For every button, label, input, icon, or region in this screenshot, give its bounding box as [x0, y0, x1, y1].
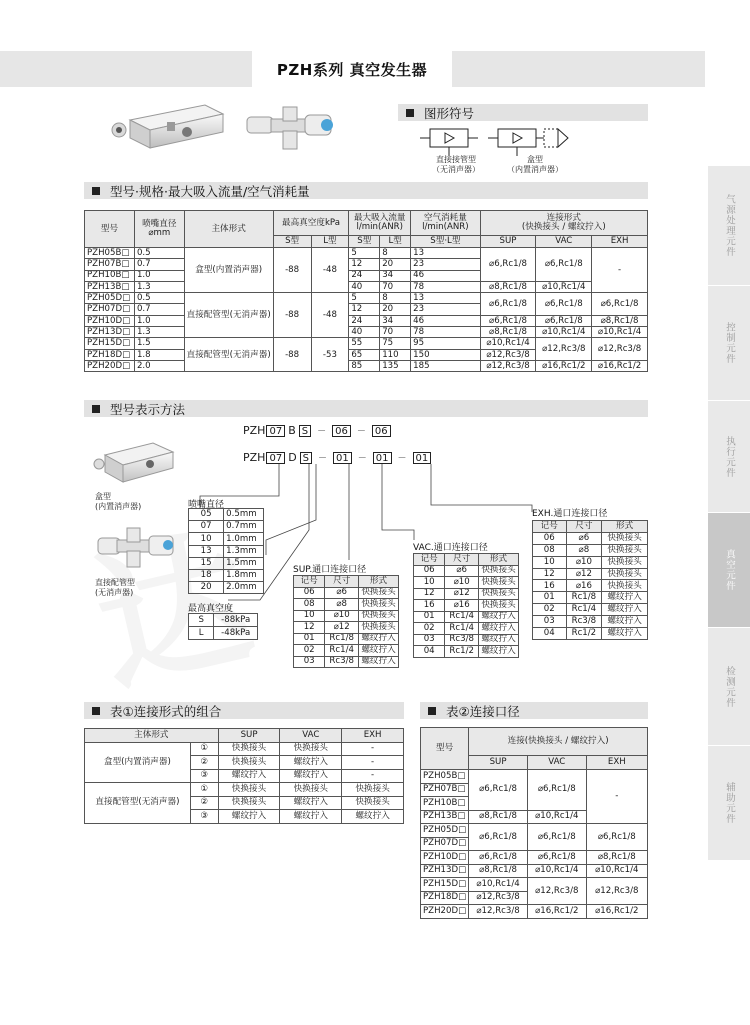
- table-row: PZH15D□ ⌀10,Rc1/4 ⌀12,Rc3/8 ⌀12,Rc3/8: [421, 878, 648, 892]
- table-row: PZH10B□ 1.0 24 34 46: [85, 270, 648, 281]
- sidebar-item-air-treatment[interactable]: 气源处理元件: [708, 165, 750, 285]
- model-code-line-1: PZH 07 B S － 06 － 06: [243, 424, 392, 437]
- table-row: 04 Rc1/2 螺纹拧入: [533, 628, 648, 640]
- table1-heading: 表①连接形式的组合: [84, 702, 404, 719]
- vacuum-label: 最高真空度: [188, 604, 234, 614]
- table-row: 16 ⌀16 快换接头: [533, 580, 648, 592]
- table-row: L -48kPa: [189, 627, 258, 640]
- table-row: PZH05D□ 0.5 直接配管型(无消声器) -88 -48 5 8 13 ⌀6,Rc1/8 ⌀6,Rc1/8 ⌀6,Rc1/8: [85, 293, 648, 304]
- table-row: 10 ⌀10 快换接头: [533, 556, 648, 568]
- table-row: PZH13B□ ⌀8,Rc1/8 ⌀10,Rc1/4: [421, 810, 648, 824]
- nozzle-label: 喷嘴直径: [188, 500, 225, 510]
- vac-port-table: 记号 尺寸 形式 06 ⌀6 快换接头 10 ⌀10 快换接头 12 ⌀12 快换接头 16 ⌀16 快换接头 01 Rc1/4 螺纹拧入 02 Rc1/4 螺纹拧入 03 Rc3/8 螺纹拧入 04 Rc1/2 螺纹拧入: [413, 553, 519, 658]
- box-type-caption: 盒型 (内置消声器): [95, 492, 142, 511]
- table-row: PZH07B□: [421, 783, 648, 797]
- sidebar-item-control[interactable]: 控制元件: [708, 285, 750, 400]
- table-row: 03 Rc3/8 螺纹拧入: [533, 616, 648, 628]
- table-row: 13 1.3mm: [189, 545, 264, 557]
- table-row: 01 Rc1/8 螺纹拧入: [294, 633, 399, 645]
- table-row: S -88kPa: [189, 614, 258, 627]
- sidebar-item-auxiliary[interactable]: 辅助元件: [708, 745, 750, 860]
- sidebar-item-actuator[interactable]: 执行元件: [708, 400, 750, 512]
- table-row: 06 ⌀6 快换接头: [533, 532, 648, 544]
- table-row: 06 ⌀6 快换接头: [294, 587, 399, 599]
- model-code-heading: 型号表示方法: [84, 400, 648, 417]
- bullet-square-icon: [92, 707, 100, 715]
- table-row: PZH07D□: [421, 837, 648, 851]
- model-code-line-2: PZH 07 D S － 01 － 01 － 01: [243, 451, 432, 464]
- pipe-type-caption: 直接配管型 (无消声器): [95, 578, 135, 597]
- table-row: 12 ⌀12 快换接头: [533, 568, 648, 580]
- sidebar-item-vacuum[interactable]: 真空元件: [708, 512, 750, 627]
- table-row: 03 Rc3/8 螺纹拧入: [294, 656, 399, 668]
- table-row: 04 Rc1/2 螺纹拧入: [414, 646, 519, 658]
- table-row: 02 Rc1/4 螺纹拧入: [294, 645, 399, 657]
- table-row: 01 Rc1/8 螺纹拧入: [533, 592, 648, 604]
- exh-port-label: EXH.通口连接口径: [532, 509, 608, 519]
- table-row: PZH10B□: [421, 797, 648, 811]
- table-row: PZH13D□ ⌀8,Rc1/8 ⌀10,Rc1/4 ⌀10,Rc1/4: [421, 864, 648, 878]
- table-row: PZH05D□ ⌀6,Rc1/8 ⌀6,Rc1/8 ⌀6,Rc1/8: [421, 824, 648, 838]
- symbol-caption-box: 盒型 （内置消声器）: [507, 155, 563, 174]
- table-row: PZH20D□ 2.0 85 135 185 ⌀12,Rc3/8 ⌀16,Rc1/2 ⌀16,Rc1/2: [85, 360, 648, 371]
- sup-port-label: SUP.通口连接口径: [293, 565, 367, 575]
- symbols-heading: 图形符号: [398, 104, 648, 121]
- table-row: PZH10D□ ⌀6,Rc1/8 ⌀6,Rc1/8 ⌀8,Rc1/8: [421, 851, 648, 865]
- table-row: 15 1.5mm: [189, 557, 264, 569]
- bullet-square-icon: [92, 405, 100, 413]
- table-row: 01 Rc1/4 螺纹拧入: [414, 611, 519, 623]
- spec-table: 型号 喷嘴直径 ⌀mm 主体形式 最高真空度kPa 最大吸入流量 l/min(ANR) 空气消耗量 l/min(ANR) 连接形式 (快换接头 / 螺纹拧入) S型 L型 S型 L型 S型·L型 SUP VAC EXH PZH05B□ 0.5 盒型(内置消声器) -88 -48 5 8 13 ⌀6,Rc1/8 ⌀6,Rc1/8 - PZH07B□ 0.7 12 20 23 PZH10B□ 1.0 24 34 46 PZH13B□ 1.3 40 70 78 ⌀8,Rc1/8 ⌀10,Rc1/4 PZH05D□ 0.5 直接配管型(无消声器) -88 -48 5 8 13 ⌀6,Rc1/8 ⌀6,Rc1/8 ⌀6,Rc1/8 PZH07D□ 0.7 12 20 23 PZH10D□ 1.0 24 34 46 ⌀6,Rc1/8 ⌀6,Rc1/8 ⌀8,Rc1/8 PZH13D□ 1.3 40 70 78 ⌀8,Rc1/8 ⌀10,Rc1/4 ⌀10,Rc1/4 PZH15D□ 1.5 直接配管型(无消声器) -88 -53 55 75 95 ⌀10,Rc1/4 ⌀12,Rc3/8 ⌀12,Rc3/8 PZH18D□ 1.8 65 110 150 ⌀12,Rc3/8 PZH20D□ 2.0 85 135 185 ⌀12,Rc3/8 ⌀16,Rc1/2 ⌀16,Rc1/2: [84, 210, 648, 372]
- sup-port-table: 记号 尺寸 形式 06 ⌀6 快换接头 08 ⌀8 快换接头 10 ⌀10 快换接头 12 ⌀12 快换接头 01 Rc1/8 螺纹拧入 02 Rc1/4 螺纹拧入 03 Rc3/8 螺纹拧入: [293, 575, 399, 668]
- table-row: 12 ⌀12 快换接头: [414, 588, 519, 600]
- graphic-symbols: [420, 123, 580, 158]
- sidebar-item-detection[interactable]: 检测元件: [708, 627, 750, 745]
- table-row: ③ 螺纹拧入 螺纹拧入 螺纹拧入: [85, 810, 404, 824]
- table-row: 10 ⌀10 快换接头: [414, 577, 519, 589]
- table-row: PZH13B□ 1.3 40 70 78 ⌀8,Rc1/8 ⌀10,Rc1/4: [85, 281, 648, 292]
- bullet-square-icon: [428, 707, 436, 715]
- table-row: 18 1.8mm: [189, 569, 264, 581]
- table-row: PZH18D□ ⌀12,Rc3/8: [421, 891, 648, 905]
- spec-heading: 型号·规格·最大吸入流量/空气消耗量: [84, 182, 648, 199]
- nozzle-table: [188, 508, 264, 594]
- table-row: 10 ⌀10 快换接头: [294, 610, 399, 622]
- box-type-product-image: [105, 100, 225, 152]
- table-row: 02 Rc1/4 螺纹拧入: [533, 604, 648, 616]
- connection-combination-table: 主体形式 SUP VAC EXH 盒型(内置消声器) ① 快换接头 快换接头 - ② 快换接头 螺纹拧入 - ③ 螺纹拧入 螺纹拧入 - 直接配管型(无消声器) ① 快换接头 快换接头 快换接头 ② 快换接头 螺纹拧入 快换接头 ③ 螺纹拧入 螺纹拧入 螺纹拧入: [84, 728, 404, 824]
- table-row: PZH15D□ 1.5 直接配管型(无消声器) -88 -53 55 75 95 ⌀10,Rc1/4 ⌀12,Rc3/8 ⌀12,Rc3/8: [85, 338, 648, 349]
- page-title: PZH系列 真空发生器: [252, 51, 452, 87]
- pipe-type-image: [95, 526, 180, 571]
- table-row: 08 ⌀8 快换接头: [294, 599, 399, 611]
- symbol-caption-direct: 直接接管型 （无消声器）: [432, 155, 480, 174]
- vac-port-label: VAC.通口连接口径: [413, 543, 488, 553]
- table-row: PZH05B□ ⌀6,Rc1/8 ⌀6,Rc1/8 -: [421, 770, 648, 784]
- table-row: 03 Rc3/8 螺纹拧入: [414, 634, 519, 646]
- table-row: ② 快换接头 螺纹拧入 快换接头: [85, 796, 404, 810]
- table2-heading: 表②连接口径: [420, 702, 648, 719]
- bullet-square-icon: [406, 109, 414, 117]
- connection-size-table: 型号 连接(快换接头 / 螺纹拧入) SUP VAC EXH PZH05B□ ⌀6,Rc1/8 ⌀6,Rc1/8 - PZH07B□ PZH10B□ PZH13B□ ⌀8,Rc1/8 ⌀10,Rc1/4 PZH05D□ ⌀6,Rc1/8 ⌀6,Rc1/8 ⌀6,Rc1/8 PZH07D□ PZH10D□ ⌀6,Rc1/8 ⌀6,Rc1/8 ⌀8,Rc1/8 PZH13D□ ⌀8,Rc1/8 ⌀10,Rc1/4 ⌀10,Rc1/4 PZH15D□ ⌀10,Rc1/4 ⌀12,Rc3/8 ⌀12,Rc3/8 PZH18D□ ⌀12,Rc3/8 PZH20D□ ⌀12,Rc3/8 ⌀16,Rc1/2 ⌀16,Rc1/2: [420, 727, 648, 919]
- table-row: 直接配管型(无消声器) ① 快换接头 快换接头 快换接头: [85, 783, 404, 797]
- exh-port-table: 记号 尺寸 形式 06 ⌀6 快换接头 08 ⌀8 快换接头 10 ⌀10 快换接头 12 ⌀12 快换接头 16 ⌀16 快换接头 01 Rc1/8 螺纹拧入 02 Rc1/4 螺纹拧入 03 Rc3/8 螺纹拧入 04 Rc1/2 螺纹拧入: [532, 520, 648, 640]
- table-row: PZH05B□ 0.5 盒型(内置消声器) -88 -48 5 8 13 ⌀6,Rc1/8 ⌀6,Rc1/8 -: [85, 248, 648, 259]
- box-type-image: [93, 440, 178, 485]
- table-row: 07 0.7mm: [189, 521, 264, 533]
- table-row: 20 2.0mm: [189, 582, 264, 594]
- table-row: ③ 螺纹拧入 螺纹拧入 -: [85, 769, 404, 783]
- table-row: 08 ⌀8 快换接头: [533, 544, 648, 556]
- bullet-square-icon: [92, 187, 100, 195]
- table-row: 盒型(内置消声器) ① 快换接头 快换接头 -: [85, 742, 404, 756]
- table-row: PZH18D□ 1.8 65 110 150 ⌀12,Rc3/8: [85, 349, 648, 360]
- pipe-type-product-image: [243, 103, 338, 153]
- table-row: 05 0.5mm: [189, 509, 264, 521]
- table-row: PZH20D□ ⌀12,Rc3/8 ⌀16,Rc1/2 ⌀16,Rc1/2: [421, 905, 648, 919]
- table-row: PZH07B□ 0.7 12 20 23: [85, 259, 648, 270]
- table-row: 10 1.0mm: [189, 533, 264, 545]
- table-row: 12 ⌀12 快换接头: [294, 622, 399, 634]
- table-row: 16 ⌀16 快换接头: [414, 600, 519, 612]
- table-row: PZH13D□ 1.3 40 70 78 ⌀8,Rc1/8 ⌀10,Rc1/4 ⌀10,Rc1/4: [85, 327, 648, 338]
- vacuum-table: [188, 613, 258, 640]
- table-row: PZH10D□ 1.0 24 34 46 ⌀6,Rc1/8 ⌀6,Rc1/8 ⌀8,Rc1/8: [85, 315, 648, 326]
- table-row: ② 快换接头 螺纹拧入 -: [85, 756, 404, 770]
- table-row: PZH07D□ 0.7 12 20 23: [85, 304, 648, 315]
- table-row: 06 ⌀6 快换接头: [414, 565, 519, 577]
- table-row: 02 Rc1/4 螺纹拧入: [414, 623, 519, 635]
